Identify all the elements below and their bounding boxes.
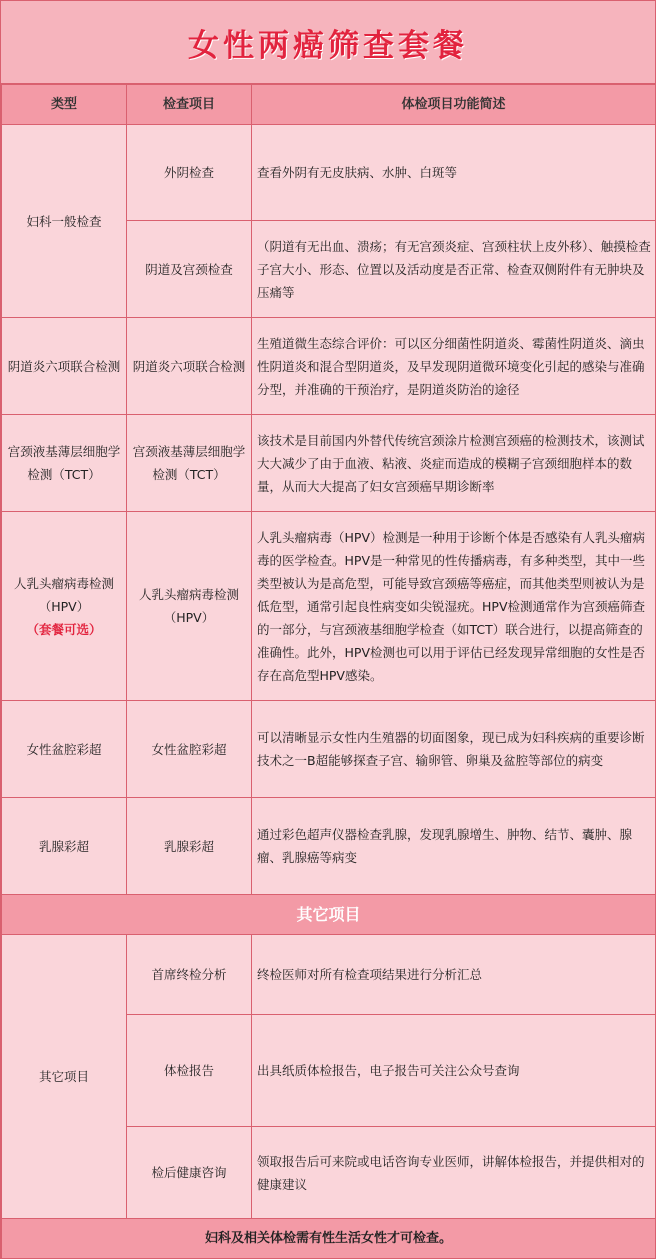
desc-cell: 人乳头瘤病毒（HPV）检测是一种用于诊断个体是否感染有人乳头瘤病毒的医学检查。HPV是一种常见的性传播病毒，有多种类型，其中一些类型被认为是高危型，可能导致宫颈癌等癌症，而其他类型则被认为是低危型，通常引起良性病变如尖锐湿疣。HPV检测通常作为宫颈癌筛查的一部分，与宫颈液基细胞学检查（如TCT）联合进行，以提高筛查的准确性。此外，HPV检测也可以用于评估已经发现异常细胞的女性是否存在高危型HPV感染。 xyxy=(252,512,656,701)
optional-note: （套餐可选） xyxy=(26,621,102,637)
type-cell xyxy=(2,512,127,701)
type-cell: 宫颈液基薄层细胞学检测（TCT） xyxy=(2,415,127,512)
desc-cell: 该技术是目前国内外替代传统宫颈涂片检测宫颈癌的检测技术，该测试大大减少了由于血液、粘液、炎症而造成的模糊子宫颈细胞样本的数量，从而大大提高了妇女宫颈癌早期诊断率 xyxy=(252,415,656,512)
table-row xyxy=(2,935,656,1015)
package-table xyxy=(1,84,656,1259)
type-cell: 阴道炎六项联合检测 xyxy=(2,318,127,415)
desc-cell: 终检医师对所有检查项结果进行分析汇总 xyxy=(252,935,656,1015)
desc-cell: 领取报告后可来院或电话咨询专业医师，讲解体检报告，并提供相对的健康建议 xyxy=(252,1127,656,1219)
table-row xyxy=(2,512,656,701)
footer-note: 妇科及相关体检需有性生活女性才可检查。 xyxy=(2,1219,656,1259)
item-cell: 体检报告 xyxy=(127,1015,252,1127)
section-title: 其它项目 xyxy=(2,895,656,935)
item-cell: 女性盆腔彩超 xyxy=(127,701,252,798)
table-row xyxy=(2,125,656,221)
page-title: 女性两癌筛查套餐 xyxy=(188,27,468,64)
table-row xyxy=(2,701,656,798)
header-type: 类型 xyxy=(2,85,127,125)
desc-cell: 可以清晰显示女性内生殖器的切面图象，现已成为妇科疾病的重要诊断技术之一B超能够探查子宫、输卵管、卵巢及盆腔等部位的病变 xyxy=(252,701,656,798)
item-cell: 首席终检分析 xyxy=(127,935,252,1015)
footer-row xyxy=(2,1219,656,1259)
header-desc: 体检项目功能简述 xyxy=(252,85,656,125)
item-cell: 人乳头瘤病毒检测（HPV） xyxy=(127,512,252,701)
desc-cell: 出具纸质体检报告，电子报告可关注公众号查询 xyxy=(252,1015,656,1127)
desc-cell: 通过彩色超声仪器检查乳腺，发现乳腺增生、肿物、结节、囊肿、腺瘤、乳腺癌等病变 xyxy=(252,798,656,895)
desc-cell: （阴道有无出血、溃疡；有无宫颈炎症、宫颈柱状上皮外移）、触摸检查子宫大小、形态、位置以及活动度是否正常、检查双侧附件有无肿块及压痛等 xyxy=(252,221,656,318)
type-label: 人乳头瘤病毒检测（HPV） xyxy=(13,575,114,614)
item-cell: 外阴检查 xyxy=(127,125,252,221)
desc-cell: 生殖道微生态综合评价：可以区分细菌性阴道炎、霉菌性阴道炎、滴虫性阴道炎和混合型阴道炎，及早发现阴道微环境变化引起的感染与准确分型，并准确的干预治疗，是阴道炎防治的途径 xyxy=(252,318,656,415)
type-cell: 女性盆腔彩超 xyxy=(2,701,127,798)
desc-cell: 查看外阴有无皮肤病、水肿、白斑等 xyxy=(252,125,656,221)
type-cell: 妇科一般检查 xyxy=(2,125,127,318)
table-row xyxy=(2,318,656,415)
item-cell: 阴道及宫颈检查 xyxy=(127,221,252,318)
item-cell: 乳腺彩超 xyxy=(127,798,252,895)
item-cell: 阴道炎六项联合检测 xyxy=(127,318,252,415)
type-cell: 乳腺彩超 xyxy=(2,798,127,895)
header-item: 检查项目 xyxy=(127,85,252,125)
table-row xyxy=(2,415,656,512)
type-cell: 其它项目 xyxy=(2,935,127,1219)
item-cell: 检后健康咨询 xyxy=(127,1127,252,1219)
table-row xyxy=(2,798,656,895)
section-header-row xyxy=(2,895,656,935)
item-cell: 宫颈液基薄层细胞学检测（TCT） xyxy=(127,415,252,512)
title-bar xyxy=(1,1,655,84)
table-header-row xyxy=(2,85,656,125)
